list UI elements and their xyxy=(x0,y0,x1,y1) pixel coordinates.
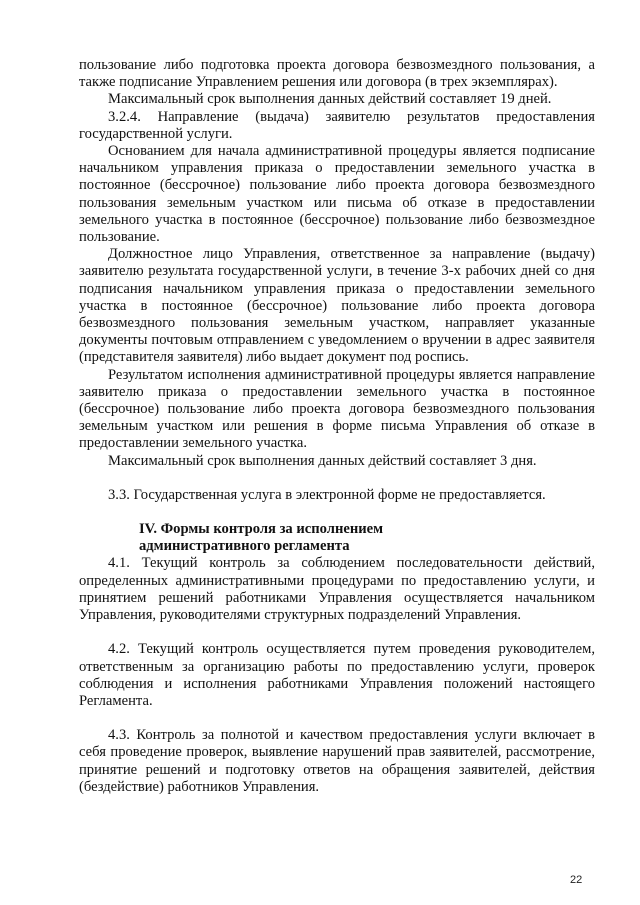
paragraph-4-2: 4.2. Текущий контроль осуществляется путем проведения руководителем, ответственным за организацию работы по предоставлению услуги, проверок соблюдения и исполнения работниками Управления положений настоящего Регламента. xyxy=(79,641,595,709)
section-heading-line2: административного регламента xyxy=(139,538,350,555)
spacer xyxy=(79,470,595,487)
spacer xyxy=(79,504,595,521)
paragraph-official: Должностное лицо Управления, ответственное за направление (выдачу) заявителю результата государственной услуги, в течение 3-х рабочих дней со дня подписания начальником управления приказа о предоставлении земельного участка в постоянное (бессрочное) пользование либо проекта договора безвозмездного пользования земельным участком, направляет указанные документы почтовым отправлением с уведомлением о вручении в адрес заявителя (представителя заявителя) либо выдает документ под роспись. xyxy=(79,246,595,366)
paragraph-result: Результатом исполнения административной процедуры является направление заявителю приказа о предоставлении земельного участка в постоянное (бессрочное) пользование либо проекта договора безвозмездного пользования земельным участком или решения в форме письма Управления об отказе в предоставлении земельного участка. xyxy=(79,366,595,452)
section-heading xyxy=(79,521,595,555)
paragraph-max-term-19: Максимальный срок выполнения данных действий составляет 19 дней. xyxy=(108,91,552,108)
section-heading-line1: IV. Формы контроля за исполнением xyxy=(139,521,384,538)
paragraph-4-1: 4.1. Текущий контроль за соблюдением последовательности действий, определенных административными процедурами по предоставлению услуги, и принятием решений работниками Управления осуществляется начальником Управления, руководителями структурных подразделений Управления. xyxy=(79,555,595,624)
paragraph-basis: Основанием для начала административной процедуры является подписание начальником управления приказа о предоставлении земельного участка в постоянное (бессрочное) пользование либо проекта договора безвозмездного пользования земельным участком или письма об отказе в предоставлении земельного участка в постоянное (бессрочное) пользование либо безвозмездное пользование. xyxy=(79,143,595,246)
spacer xyxy=(79,710,595,727)
spacer xyxy=(79,624,595,641)
paragraph-max-term-3: Максимальный срок выполнения данных действий составляет 3 дня. xyxy=(108,452,537,469)
paragraph-4-3: 4.3. Контроль за полнотой и качеством предоставления услуги включает в себя проведение проверок, выявление нарушений прав заявителей, рассмотрение, принятие решений и подготовку ответов на обращения заявителей, действия (бездействие) работников Управления. xyxy=(79,727,595,795)
paragraph-3-2-4: 3.2.4. Направление (выдача) заявителю результатов предоставления государственной услуги. xyxy=(79,108,595,142)
document-page xyxy=(79,57,595,796)
page-number: 22 xyxy=(570,874,583,886)
paragraph-continuation: пользование либо подготовка проекта договора безвозмездного пользования, а также подписание Управлением решения или договора (в трех экземплярах). xyxy=(79,57,595,91)
paragraph-3-3: 3.3. Государственная услуга в электронной форме не предоставляется. xyxy=(108,486,546,503)
